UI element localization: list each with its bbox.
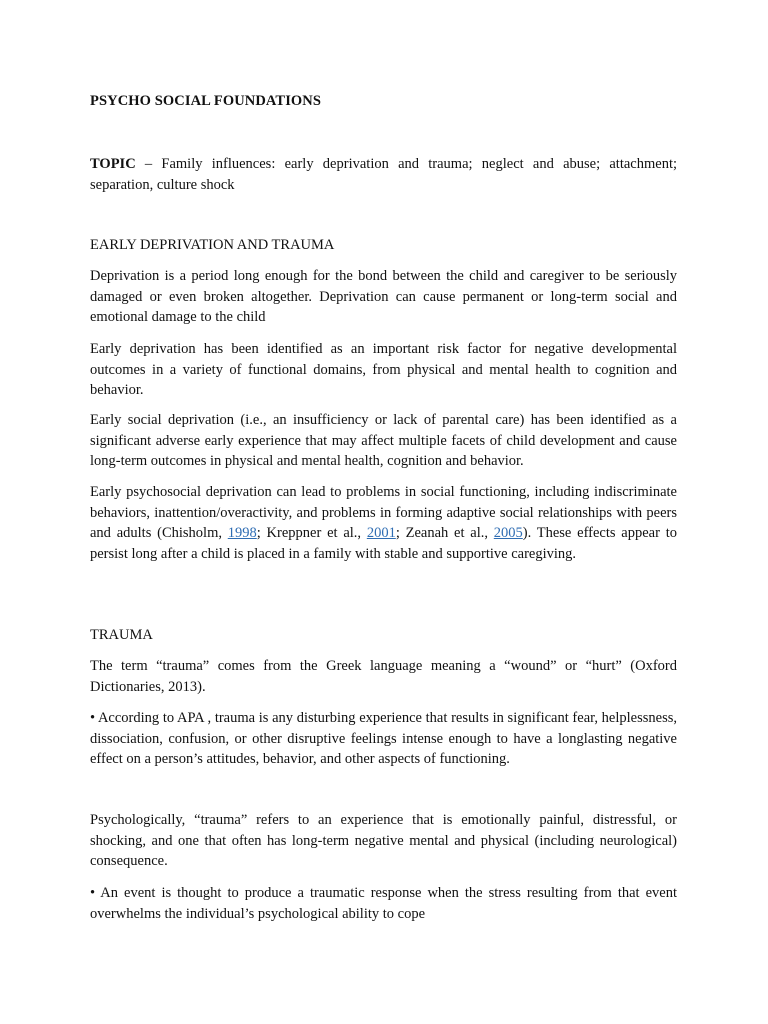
document-title: PSYCHO SOCIAL FOUNDATIONS xyxy=(90,93,322,109)
topic-dash: – xyxy=(135,156,162,172)
citation-link-1998[interactable]: 1998 xyxy=(227,525,257,542)
topic-label: TOPIC xyxy=(90,156,136,172)
section-heading-trauma: TRAUMA xyxy=(90,627,153,643)
citation-link-2001[interactable]: 2001 xyxy=(366,525,396,542)
paragraph-deprivation-definition: Deprivation is a period long enough for the bond between the child and caregiver to be seriously damaged or even broken altogether. Deprivation can cause permanent or long-term social and emotional damage to the child xyxy=(90,268,677,326)
paragraph-traumatic-response: • An event is thought to produce a traumatic response when the stress resulting from that event overwhelms the individual’s psychological ability to cope xyxy=(90,885,677,922)
paragraph-early-deprivation-risk: Early deprivation has been identified as an important risk factor for negative developmental outcomes in a variety of functional domains, from physical and mental health to cognition and behavior. xyxy=(90,341,677,399)
topic-line xyxy=(90,154,677,196)
paragraph-text-part: Early psychosocial deprivation can lead to problems in social functioning, including indiscriminate behaviors, inattention/overactivity, and problems in forming adaptive social relationships with peers and adults (Chisholm, xyxy=(90,484,677,542)
paragraph-text-part: ; Zeanah et al., xyxy=(395,525,494,542)
paragraph-early-social-deprivation: Early social deprivation (i.e., an insufficiency or lack of parental care) has been identified as a significant adverse early experience that may affect multiple facets of child development and cause long-term outcomes in physical and mental health, cognition and behavior. xyxy=(90,412,677,470)
paragraph-text-part: ). These effects appear to persist long after a child is placed in a family with stable and supportive caregiving. xyxy=(90,525,677,562)
paragraph-psychological-trauma: Psychologically, “trauma” refers to an experience that is emotionally painful, distressful, or shocking, and one that often has long-term negative mental and physical (including neurological) consequence. xyxy=(90,812,677,870)
citation-link-2005[interactable]: 2005 xyxy=(493,525,523,542)
paragraph-psychosocial-deprivation xyxy=(90,482,677,564)
paragraph-apa-definition: • According to APA , trauma is any disturbing experience that results in significant fear, helplessness, dissociation, confusion, or other disruptive feelings intense enough to have a longlasting negative effect on a person’s attitudes, behavior, and other aspects of functioning. xyxy=(90,710,677,768)
paragraph-text-part: ; Kreppner et al., xyxy=(256,525,367,542)
paragraph-trauma-etymology: The term “trauma” comes from the Greek language meaning a “wound” or “hurt” (Oxford Dictionaries, 2013). xyxy=(90,658,677,695)
section-heading-early-deprivation: EARLY DEPRIVATION AND TRAUMA xyxy=(90,237,335,253)
topic-text: Family influences: early deprivation and trauma; neglect and abuse; attachment; separation, culture shock xyxy=(90,156,677,193)
